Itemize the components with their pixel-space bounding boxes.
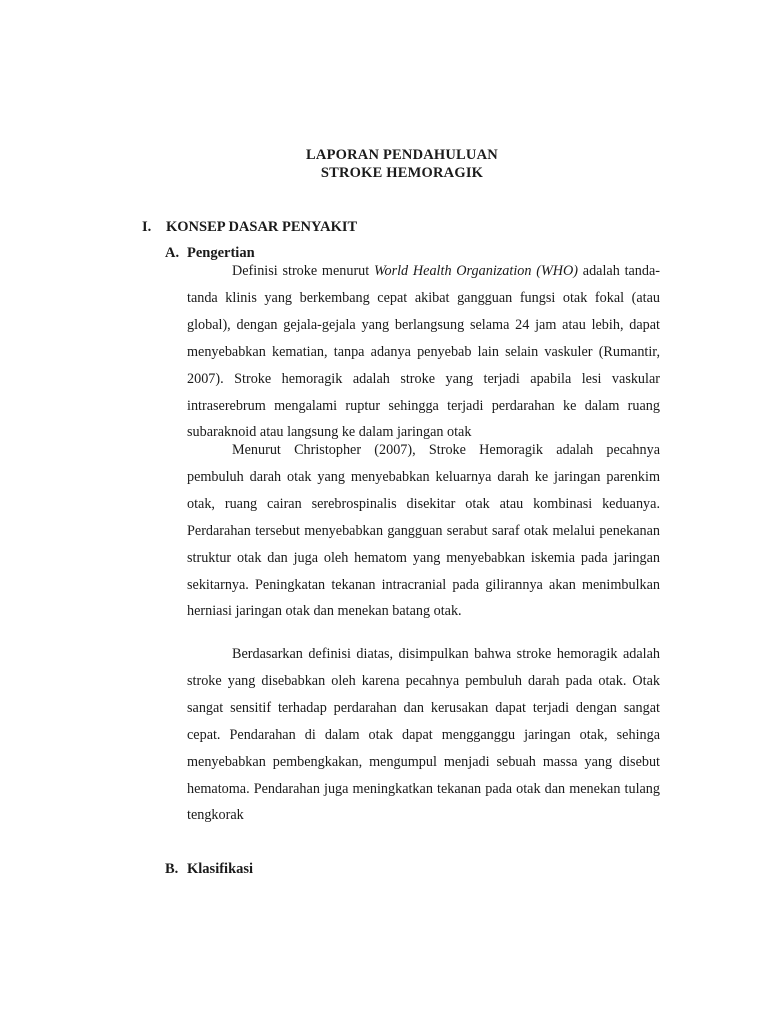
subsection-letter: B. (165, 861, 179, 877)
subsection-title: Pengertian (187, 245, 255, 261)
subsection-letter: A. (165, 245, 180, 261)
paragraph-conclusion: Berdasarkan definisi diatas, disimpulkan bahwa stroke hemoragik adalah stroke yang disebabkan oleh karena pecahnya pembuluh darah pada otak. Otak sangat sensitif terhadap perdarahan dan kerusakan dapat terjadi dengan sangat cepat. Pendarahan di dalam otak dapat mengganggu jaringan otak, sehinga menyebabkan pembengkakan, mengumpul menjadi sebuah massa yang disebut hematoma. Pendarahan juga meningkatkan tekanan pada otak dan menekan tulang tengkorak (187, 646, 660, 824)
paragraph-text: Definisi stroke menurut (232, 263, 374, 279)
document-title-line1: LAPORAN PENDAHULUAN (306, 147, 498, 163)
paragraph-text: adalah tanda-tanda klinis yang berkembang cepat akibat gangguan fungsi otak fokal (atau global), dengan gejala-gejala yang berlangsung selama 24 jam atau lebih, dapat menyebabkan kematian, tanpa adanya penyebab lain selain vaskuler (Rumantir, 2007). Stroke hemoragik adalah stroke yang terjadi apabila lesi vaskular intraserebrum mengalami ruptur sehingga terjadi perdarahan ke dalam ruang subaraknoid atau langsung ke dalam jaringan otak (187, 263, 661, 441)
document-title-line2: STROKE HEMORAGIK (320, 165, 484, 181)
section-number: I. (142, 219, 152, 235)
section-title: KONSEP DASAR PENYAKIT (166, 219, 358, 235)
paragraph-definition-who (187, 258, 660, 446)
subsection-title: Klasifikasi (187, 861, 254, 877)
paragraph-definition-christopher: Menurut Christopher (2007), Stroke Hemoragik adalah pecahnya pembuluh darah otak yang menyebabkan keluarnya darah ke jaringan parenkim otak, ruang cairan serebrospinalis disekitar otak atau kombinasi keduanya. Perdarahan tersebut menyebabkan gangguan serabut saraf otak melalui penekanan struktur otak dan juga oleh hematom yang menyebabkan iskemia pada jaringan sekitarnya. Peningkatan tekanan intracranial pada gilirannya akan menimbulkan herniasi jaringan otak dan menekan batang otak. (187, 442, 660, 620)
section-heading-1 (142, 219, 357, 236)
subsection-heading-b (165, 861, 253, 878)
paragraph-italic-text: World Health Organization (WHO) (373, 263, 578, 279)
